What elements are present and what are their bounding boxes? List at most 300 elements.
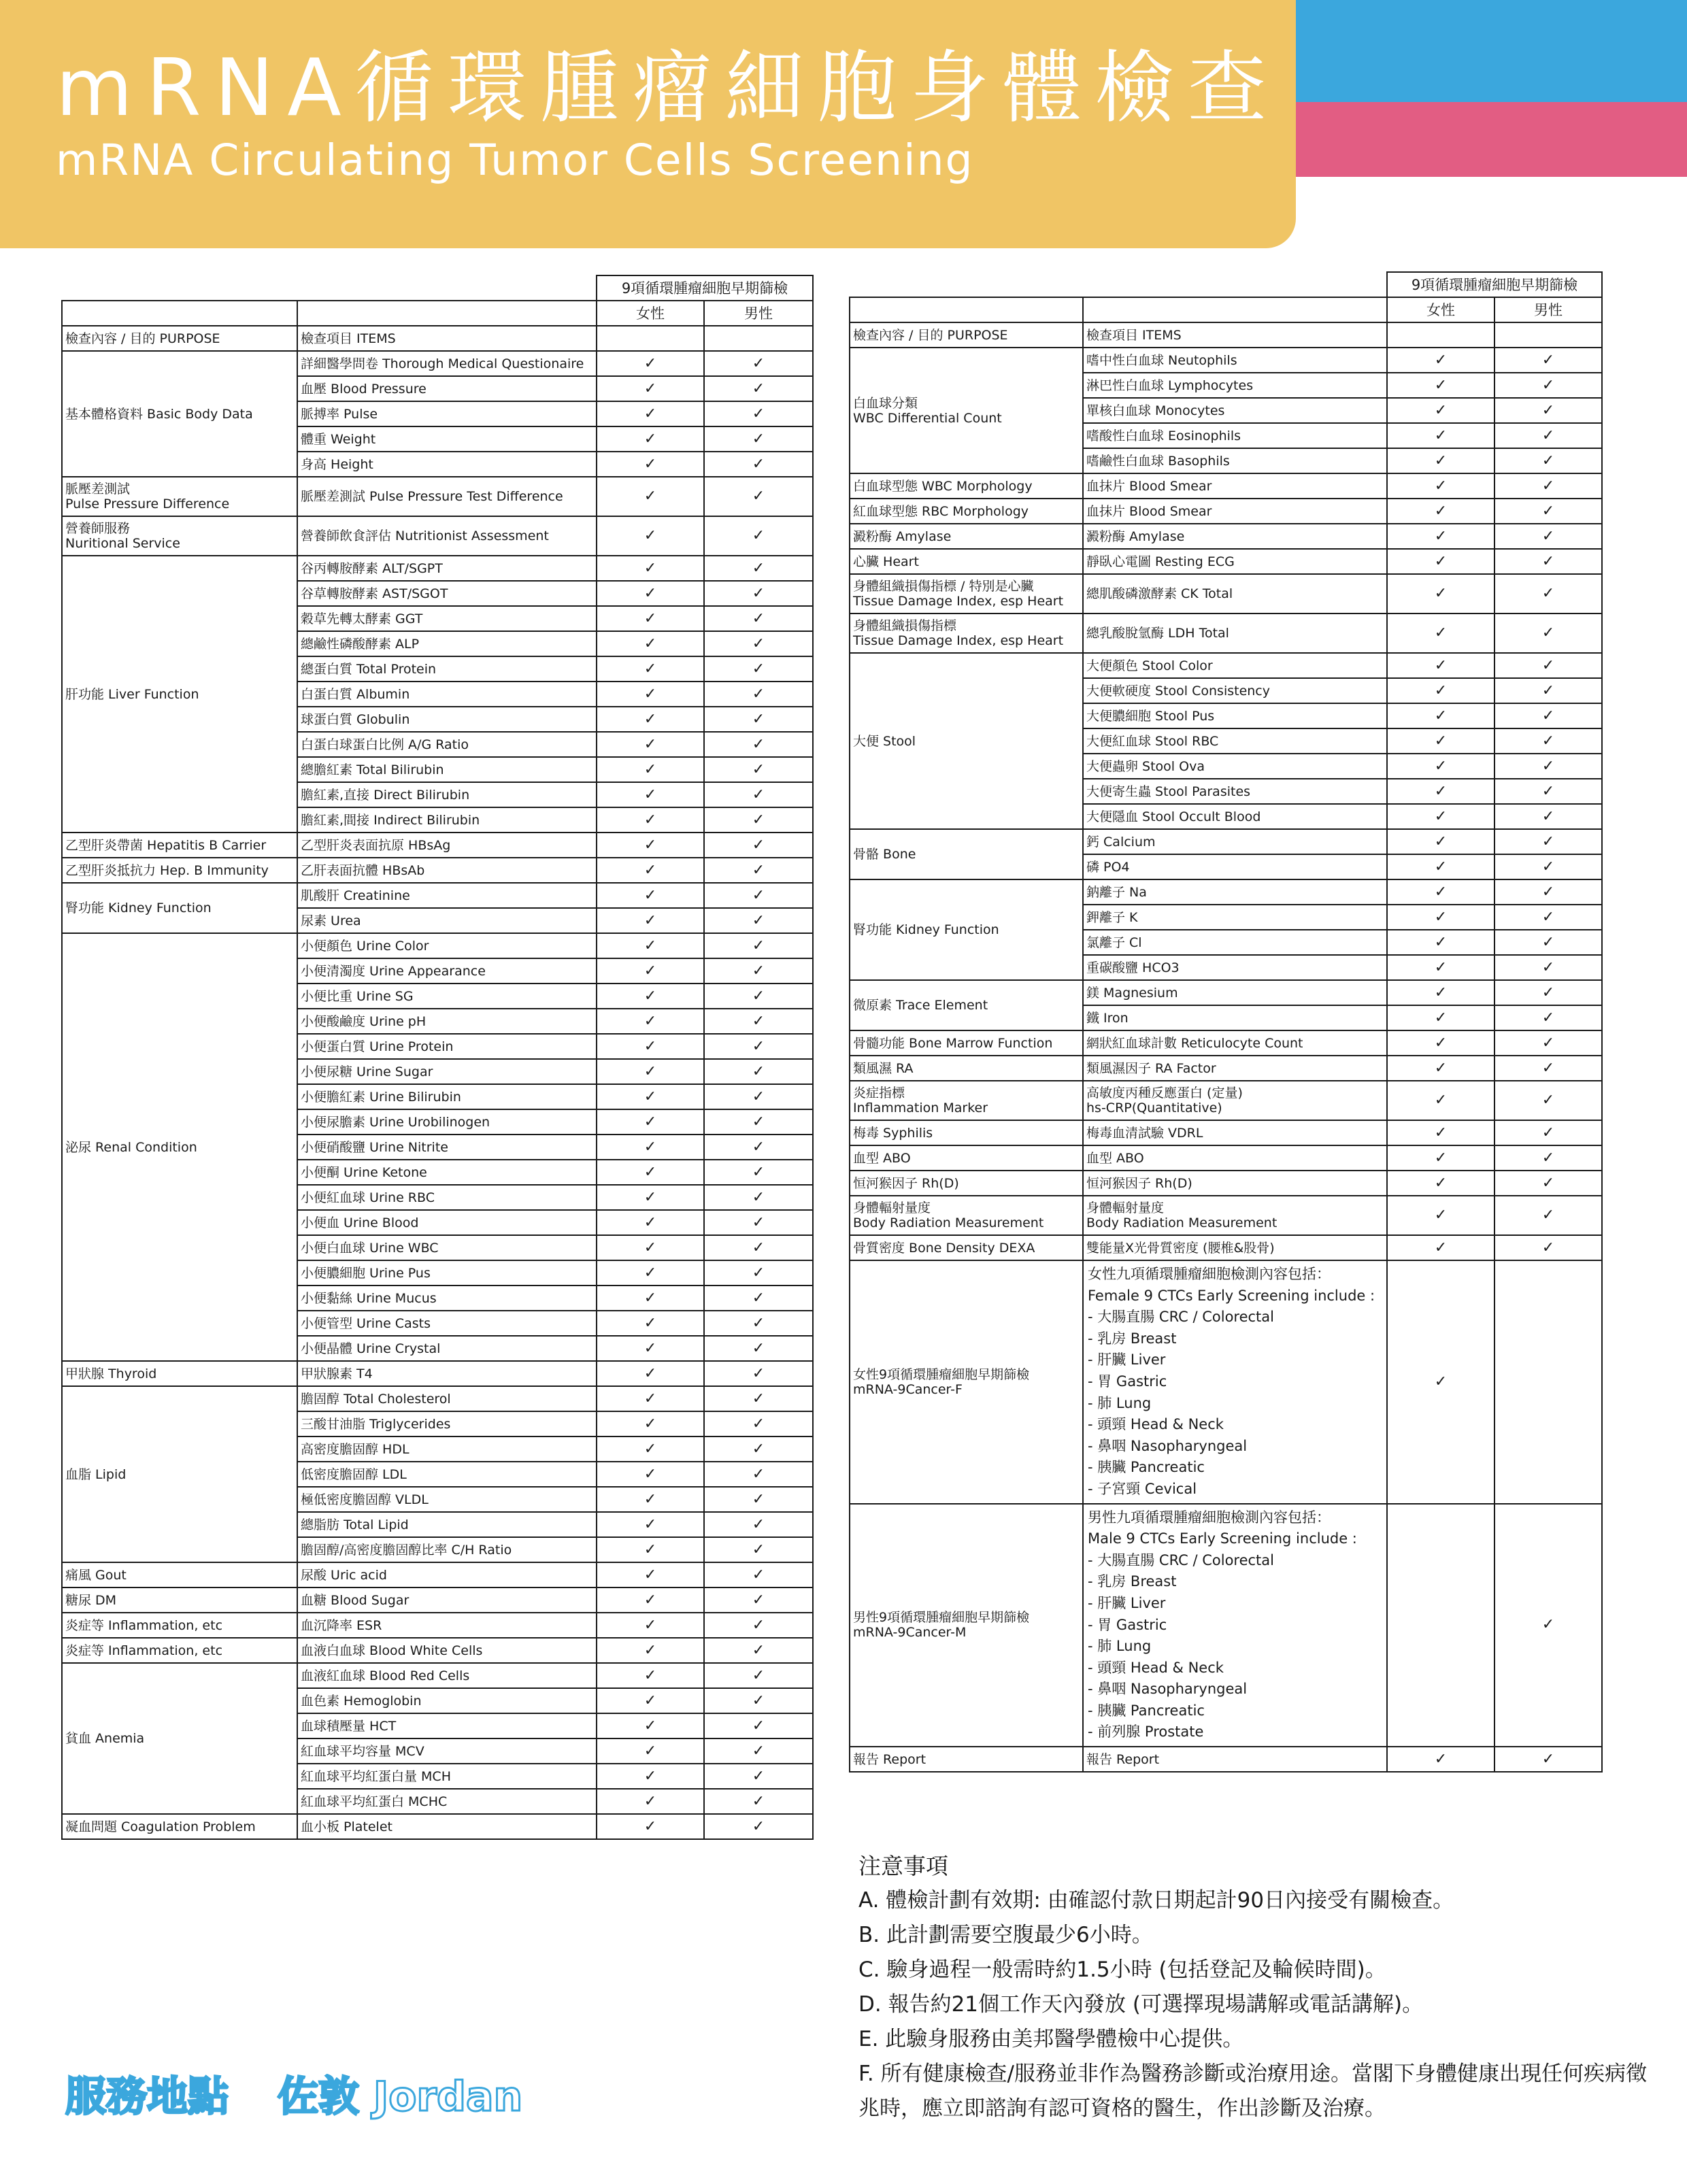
category-cell: 泌尿 Renal Condition: [62, 933, 297, 1361]
male-check-mark: ✓: [1494, 930, 1602, 955]
male-check-mark: ✓: [704, 1537, 813, 1562]
table-row: [62, 351, 813, 376]
female-check-mark: ✓: [597, 807, 704, 833]
item-cell: 小便管型 Urine Casts: [297, 1311, 597, 1336]
male-check-mark: ✓: [704, 1814, 813, 1839]
male-check-mark: ✓: [704, 1663, 813, 1688]
category-cell: 白血球分類 WBC Differential Count: [850, 348, 1083, 473]
item-cell: 乙肝表面抗體 HBsAb: [297, 858, 597, 883]
items-header: 檢查項目 ITEMS: [1083, 322, 1387, 348]
female-check-mark: ✓: [1387, 448, 1494, 473]
female-check-mark: ✓: [597, 631, 704, 656]
female-check-mark: ✓: [597, 1462, 704, 1487]
male-check-mark: ✓: [1494, 1120, 1602, 1145]
item-cell: 靜臥心電圖 Resting ECG: [1083, 549, 1387, 574]
female-check-mark: ✓: [597, 606, 704, 631]
table-row: [62, 1613, 813, 1638]
female-check-mark: ✓: [1387, 549, 1494, 574]
blank-cell: [704, 326, 813, 351]
category-cell: 貧血 Anemia: [62, 1663, 297, 1814]
package-title: 9項循環腫瘤細胞早期篩檢: [597, 275, 813, 301]
item-cell: 梅毒血清試驗 VDRL: [1083, 1120, 1387, 1145]
male-check-mark: ✓: [704, 883, 813, 908]
male-check-mark: ✓: [704, 1135, 813, 1160]
female-check-mark: ✓: [597, 452, 704, 477]
male-check-mark: ✓: [1494, 829, 1602, 854]
notes-title: 注意事項: [858, 1853, 948, 1879]
item-cell: 大便膿細胞 Stool Pus: [1083, 703, 1387, 728]
item-cell: 高密度膽固醇 HDL: [297, 1437, 597, 1462]
category-cell: 恒河猴因子 Rh(D): [850, 1171, 1083, 1196]
male-check-mark: ✓: [704, 757, 813, 782]
item-cell: 血糖 Blood Sugar: [297, 1587, 597, 1613]
notes-list: [858, 1883, 1661, 2126]
item-cell: 鈉離子 Na: [1083, 879, 1387, 905]
male-check-mark: ✓: [1494, 499, 1602, 524]
category-cell: 心臟 Heart: [850, 549, 1083, 574]
female-check-mark: ✓: [1387, 423, 1494, 448]
page-subtitle: mRNA Circulating Tumor Cells Screening: [56, 135, 974, 185]
purpose-header: 檢查內容 / 目的 PURPOSE: [850, 322, 1083, 348]
female-check-mark: ✓: [1387, 524, 1494, 549]
item-cell: 鎂 Magnesium: [1083, 980, 1387, 1005]
male-check-mark: ✓: [704, 1462, 813, 1487]
item-cell: 三酸甘油脂 Triglycerides: [297, 1411, 597, 1437]
female-check-mark: ✓: [1387, 1235, 1494, 1260]
male-check-mark: ✓: [1494, 348, 1602, 373]
note-item: D. 報告約21個工作天內發放 (可選擇現場講解或電話講解)。: [858, 1992, 1424, 2017]
item-cell: 大便寄生蟲 Stool Parasites: [1083, 779, 1387, 804]
male-check-mark: ✓: [1494, 398, 1602, 423]
item-cell: 小便紅血球 Urine RBC: [297, 1185, 597, 1210]
male-check-mark: ✓: [1494, 703, 1602, 728]
category-cell: 報告 Report: [850, 1747, 1083, 1772]
item-cell: 大便蟲卵 Stool Ova: [1083, 754, 1387, 779]
male-check-mark: ✓: [1494, 728, 1602, 754]
male-check-mark: ✓: [704, 1260, 813, 1286]
female-check-mark: ✓: [597, 516, 704, 556]
male-check-mark: ✓: [704, 1411, 813, 1437]
female-check-mark: ✓: [597, 1638, 704, 1663]
table-row: [850, 1196, 1602, 1235]
male-check-mark: ✓: [1494, 423, 1602, 448]
male-header: 男性: [1494, 297, 1602, 322]
male-check-mark: ✓: [1494, 1747, 1602, 1772]
female-check-mark: ✓: [597, 1235, 704, 1260]
item-cell: 重碳酸鹽 HCO3: [1083, 955, 1387, 980]
male-check-mark: ✓: [704, 1009, 813, 1034]
package-title: 9項循環腫瘤細胞早期篩檢: [1387, 272, 1602, 297]
male-check-mark: ✓: [1494, 549, 1602, 574]
table-row: [850, 1056, 1602, 1081]
item-cell: 尿酸 Uric acid: [297, 1562, 597, 1587]
table-row: [850, 574, 1602, 614]
male-check-mark: ✓: [704, 1512, 813, 1537]
female-check-mark: ✓: [597, 1512, 704, 1537]
table-row: [850, 1171, 1602, 1196]
note-item: A. 體檢計劃有效期: 由確認付款日期起計90日內接受有關檢查。: [858, 1888, 1454, 1913]
item-cell: 乙型肝炎表面抗原 HBsAg: [297, 833, 597, 858]
female-check-mark: ✓: [597, 732, 704, 757]
female-check-mark: ✓: [1387, 703, 1494, 728]
category-cell: 紅血球型態 RBC Morphology: [850, 499, 1083, 524]
item-cell: 脈搏率 Pulse: [297, 401, 597, 426]
male-check-mark: ✓: [1494, 1504, 1602, 1747]
blank-cell: [1494, 322, 1602, 348]
purpose-header: 檢查內容 / 目的 PURPOSE: [62, 326, 297, 351]
male-check-mark: ✓: [704, 1210, 813, 1235]
note-item: E. 此驗身服務由美邦醫學體檢中心提供。: [858, 2027, 1244, 2051]
item-cell: 身體輻射量度 Body Radiation Measurement: [1083, 1196, 1387, 1235]
item-cell: 穀草先轉太酵素 GGT: [297, 606, 597, 631]
female-check-mark: ✓: [1387, 614, 1494, 653]
female-check-mark: ✓: [597, 682, 704, 707]
male-check-mark: ✓: [704, 452, 813, 477]
female-check-mark: ✓: [1387, 1747, 1494, 1772]
female-check-mark: ✓: [1387, 779, 1494, 804]
female-check-mark: ✓: [597, 477, 704, 516]
category-cell: 澱粉酶 Amylase: [850, 524, 1083, 549]
male-check-mark: ✓: [1494, 1145, 1602, 1171]
item-cell: 單核白血球 Monocytes: [1083, 398, 1387, 423]
table-row: [850, 1120, 1602, 1145]
category-cell: 血型 ABO: [850, 1145, 1083, 1171]
female-check-mark: ✓: [1387, 905, 1494, 930]
blank-cell: [850, 272, 1083, 297]
table-row: [62, 1361, 813, 1386]
female-check-mark: ✓: [597, 933, 704, 958]
female-check-mark: ✓: [597, 1260, 704, 1286]
category-cell: 乙型肝炎帶菌 Hepatitis B Carrier: [62, 833, 297, 858]
male-check-mark: ✓: [704, 477, 813, 516]
category-cell: 白血球型態 WBC Morphology: [850, 473, 1083, 499]
category-cell: 脈壓差測試 Pulse Pressure Difference: [62, 477, 297, 516]
female-check-mark: ✓: [597, 1663, 704, 1688]
table-row: [850, 473, 1602, 499]
male-check-mark: ✓: [704, 376, 813, 401]
category-cell: 腎功能 Kidney Function: [850, 879, 1083, 980]
table-row: [850, 1030, 1602, 1056]
female-check-mark: ✓: [1387, 1171, 1494, 1196]
item-cell: 小便硝酸鹽 Urine Nitrite: [297, 1135, 597, 1160]
item-cell: 血小板 Platelet: [297, 1814, 597, 1839]
male-check-mark: ✓: [1494, 1081, 1602, 1120]
female-check-mark: ✓: [597, 376, 704, 401]
male-check-mark: ✓: [704, 1286, 813, 1311]
cancer-detail-cell: 女性九項循環腫瘤細胞檢測內容包括： Female 9 CTCs Early Screening include : - 大腸直腸 CRC / Colorectal - 乳房 Breast - 肝臟 Liver - 胃 Gastric - 肺 Lung - 頭頸 Head & Neck - 鼻咽 Nasopharyngeal - 胰臟 Pancreatic - 子宮頸 Cevical: [1083, 1260, 1387, 1504]
item-cell: 磷 PO4: [1083, 854, 1387, 879]
item-cell: 小便黏絲 Urine Mucus: [297, 1286, 597, 1311]
male-check-mark: ✓: [1494, 905, 1602, 930]
category-cell: 炎症等 Inflammation, etc: [62, 1638, 297, 1663]
category-cell: 炎症等 Inflammation, etc: [62, 1613, 297, 1638]
table-row: [850, 348, 1602, 373]
blank-cell: [1387, 322, 1494, 348]
item-cell: 血色素 Hemoglobin: [297, 1688, 597, 1713]
female-check-mark: ✓: [597, 1109, 704, 1135]
category-cell: 男性9項循環腫瘤細胞早期篩檢 mRNA-9Cancer-M: [850, 1504, 1083, 1747]
male-check-mark: ✓: [704, 707, 813, 732]
table-row: [62, 1386, 813, 1411]
page-title: mRNA循環腫瘤細胞身體檢查: [56, 42, 1280, 134]
female-check-mark: ✓: [597, 1059, 704, 1084]
category-cell: 女性9項循環腫瘤細胞早期篩檢 mRNA-9Cancer-F: [850, 1260, 1083, 1504]
female-check-mark: ✓: [597, 1688, 704, 1713]
female-check-mark: ✓: [1387, 1120, 1494, 1145]
female-check-mark: ✓: [597, 1210, 704, 1235]
male-check-mark: ✓: [704, 401, 813, 426]
item-cell: 高敏度丙種反應蛋白 (定量) hs-CRP(Quantitative): [1083, 1081, 1387, 1120]
female-check-mark: ✓: [597, 707, 704, 732]
table-row: [850, 524, 1602, 549]
table-row: [850, 1235, 1602, 1260]
item-cell: 血液紅血球 Blood Red Cells: [297, 1663, 597, 1688]
female-check-mark: ✓: [1387, 348, 1494, 373]
male-check-mark: ✓: [704, 1185, 813, 1210]
item-cell: 大便紅血球 Stool RBC: [1083, 728, 1387, 754]
female-check-mark: ✓: [1387, 1260, 1494, 1504]
male-check-mark: ✓: [1494, 1030, 1602, 1056]
category-cell: 骨骼 Bone: [850, 829, 1083, 879]
item-cell: 鈣 Calcium: [1083, 829, 1387, 854]
male-check-mark: ✓: [704, 516, 813, 556]
male-check-mark: ✓: [704, 1336, 813, 1361]
female-check-mark: ✓: [1387, 754, 1494, 779]
item-cell: 總肌酸磷激酵素 CK Total: [1083, 574, 1387, 614]
female-check-mark: ✓: [1387, 473, 1494, 499]
table-row: [850, 549, 1602, 574]
female-check-mark: ✓: [1387, 398, 1494, 423]
item-cell: 嗜中性白血球 Neutophils: [1083, 348, 1387, 373]
category-cell: 大便 Stool: [850, 653, 1083, 829]
male-check-mark: ✓: [1494, 879, 1602, 905]
female-check-mark: ✓: [597, 1160, 704, 1185]
item-cell: 血壓 Blood Pressure: [297, 376, 597, 401]
table-row: [850, 499, 1602, 524]
male-check-mark: ✓: [704, 1386, 813, 1411]
item-cell: 雙能量X光骨質密度 (腰椎&股骨): [1083, 1235, 1387, 1260]
male-check-mark: ✓: [1494, 1056, 1602, 1081]
female-check-mark: ✓: [597, 1034, 704, 1059]
blank-cell: [62, 301, 297, 326]
blank-cell: [1083, 297, 1387, 322]
female-check-mark: ✓: [597, 1361, 704, 1386]
item-cell: 膽固醇/高密度膽固醇比率 C/H Ratio: [297, 1537, 597, 1562]
female-check-mark: ✓: [597, 1311, 704, 1336]
male-check-mark: ✓: [704, 1764, 813, 1789]
category-cell: 腎功能 Kidney Function: [62, 883, 297, 933]
item-cell: 谷草轉胺酵素 AST/SGOT: [297, 581, 597, 606]
item-cell: 鉀離子 K: [1083, 905, 1387, 930]
male-check-mark: ✓: [704, 807, 813, 833]
item-cell: 嗜鹼性白血球 Basophils: [1083, 448, 1387, 473]
female-check-mark: ✓: [1387, 854, 1494, 879]
female-check-mark: ✓: [597, 1185, 704, 1210]
male-check-mark: ✓: [704, 958, 813, 984]
category-cell: 炎症指標 Inflammation Marker: [850, 1081, 1083, 1120]
blank-cell: [850, 297, 1083, 322]
item-cell: 恒河猴因子 Rh(D): [1083, 1171, 1387, 1196]
male-check-mark: ✓: [704, 1059, 813, 1084]
male-check-mark: ✓: [1494, 373, 1602, 398]
male-check-mark: ✓: [1494, 854, 1602, 879]
item-cell: 類風濕因子 RA Factor: [1083, 1056, 1387, 1081]
female-check-mark: ✓: [597, 1009, 704, 1034]
category-cell: 身體組織損傷指標 Tissue Damage Index, esp Heart: [850, 614, 1083, 653]
female-check-mark: ✓: [597, 1587, 704, 1613]
female-check-mark: ✓: [1387, 1081, 1494, 1120]
decor-stripe-blue: [1296, 0, 1687, 102]
blank-cell: [597, 326, 704, 351]
category-cell: 微原素 Trace Element: [850, 980, 1083, 1030]
table-row: [850, 1747, 1602, 1772]
decor-stripe-pink: [1296, 102, 1687, 177]
right-test-table: [849, 271, 1603, 1773]
male-check-mark: ✓: [1494, 804, 1602, 829]
male-check-mark: ✓: [704, 1713, 813, 1738]
table-row: [850, 829, 1602, 854]
category-cell: 骨髓功能 Bone Marrow Function: [850, 1030, 1083, 1056]
female-check-mark: ✓: [1387, 1196, 1494, 1235]
female-check-mark: ✓: [597, 1487, 704, 1512]
female-check-mark: ✓: [597, 556, 704, 581]
male-check-mark: ✓: [704, 581, 813, 606]
male-check-mark: ✓: [1494, 1171, 1602, 1196]
category-cell: 痛風 Gout: [62, 1562, 297, 1587]
female-check-mark: [1387, 1504, 1494, 1747]
category-cell: 甲狀腺 Thyroid: [62, 1361, 297, 1386]
female-check-mark: ✓: [597, 782, 704, 807]
male-check-mark: ✓: [704, 1738, 813, 1764]
female-check-mark: ✓: [597, 1084, 704, 1109]
male-check-mark: ✓: [1494, 614, 1602, 653]
male-check-mark: ✓: [704, 1638, 813, 1663]
item-cell: 小便酸鹼度 Urine pH: [297, 1009, 597, 1034]
item-cell: 體重 Weight: [297, 426, 597, 452]
female-check-mark: ✓: [597, 1713, 704, 1738]
item-cell: 報告 Report: [1083, 1747, 1387, 1772]
item-cell: 小便蛋白質 Urine Protein: [297, 1034, 597, 1059]
female-check-mark: ✓: [1387, 930, 1494, 955]
category-cell: 類風濕 RA: [850, 1056, 1083, 1081]
blank-cell: [297, 301, 597, 326]
male-check-mark: ✓: [704, 858, 813, 883]
blank-cell: [1083, 272, 1387, 297]
male-check-mark: ✓: [704, 782, 813, 807]
category-cell: 肝功能 Liver Function: [62, 556, 297, 833]
note-item: B. 此計劃需要空腹最少6小時。: [858, 1923, 1153, 1947]
item-cell: 詳細醫學問卷 Thorough Medical Questionaire: [297, 351, 597, 376]
male-check-mark: ✓: [1494, 779, 1602, 804]
female-check-mark: ✓: [597, 1537, 704, 1562]
blank-cell: [297, 275, 597, 301]
item-cell: 小便血 Urine Blood: [297, 1210, 597, 1235]
female-check-mark: ✓: [1387, 879, 1494, 905]
cancer-detail-cell: 男性九項循環腫瘤細胞檢測內容包括： Male 9 CTCs Early Screening include : - 大腸直腸 CRC / Colorectal - 乳房 Breast - 肝臟 Liver - 胃 Gastric - 肺 Lung - 頭頸 Head & Neck - 鼻咽 Nasopharyngeal - 胰臟 Pancreatic - 前列腺 Prostate: [1083, 1504, 1387, 1747]
female-check-mark: ✓: [597, 1764, 704, 1789]
item-cell: 白蛋白球蛋白比例 A/G Ratio: [297, 732, 597, 757]
male-check-mark: ✓: [1494, 1196, 1602, 1235]
category-cell: 凝血問題 Coagulation Problem: [62, 1814, 297, 1839]
table-row: [850, 614, 1602, 653]
female-check-mark: ✓: [1387, 829, 1494, 854]
item-cell: 小便比重 Urine SG: [297, 984, 597, 1009]
item-cell: 紅血球平均紅蛋白 MCHC: [297, 1789, 597, 1814]
male-check-mark: ✓: [704, 426, 813, 452]
item-cell: 淋巴性白血球 Lymphocytes: [1083, 373, 1387, 398]
female-check-mark: ✓: [1387, 678, 1494, 703]
male-check-mark: ✓: [1494, 524, 1602, 549]
female-check-mark: ✓: [597, 351, 704, 376]
blank-cell: [62, 275, 297, 301]
table-row: [62, 1587, 813, 1613]
item-cell: 膽紅素,間接 Indirect Bilirubin: [297, 807, 597, 833]
item-cell: 低密度膽固醇 LDL: [297, 1462, 597, 1487]
female-check-mark: ✓: [1387, 1030, 1494, 1056]
male-check-mark: ✓: [704, 682, 813, 707]
male-check-mark: ✓: [1494, 754, 1602, 779]
item-cell: 球蛋白質 Globulin: [297, 707, 597, 732]
item-cell: 紅血球平均紅蛋白量 MCH: [297, 1764, 597, 1789]
female-check-mark: ✓: [597, 1286, 704, 1311]
male-check-mark: ✓: [704, 1109, 813, 1135]
female-check-mark: ✓: [597, 1135, 704, 1160]
category-cell: 營養師服務 Nuritional Service: [62, 516, 297, 556]
item-cell: 小便尿膽素 Urine Urobilinogen: [297, 1109, 597, 1135]
category-cell: 糖尿 DM: [62, 1587, 297, 1613]
female-check-mark: ✓: [597, 656, 704, 682]
female-check-mark: ✓: [1387, 1145, 1494, 1171]
table-row: [62, 858, 813, 883]
male-check-mark: ✓: [1494, 1005, 1602, 1030]
notes-section: [858, 1849, 1661, 2126]
location-label: 服務地點: [65, 2073, 229, 2121]
male-check-mark: ✓: [704, 1160, 813, 1185]
female-check-mark: ✓: [1387, 499, 1494, 524]
item-cell: 鐵 Iron: [1083, 1005, 1387, 1030]
male-check-mark: ✓: [704, 1587, 813, 1613]
female-check-mark: ✓: [1387, 574, 1494, 614]
male-check-mark: [1494, 1260, 1602, 1504]
item-cell: 總鹼性磷酸酵素 ALP: [297, 631, 597, 656]
item-cell: 膽紅素,直接 Direct Bilirubin: [297, 782, 597, 807]
left-test-table: [61, 275, 814, 1840]
female-check-mark: ✓: [597, 1789, 704, 1814]
location-value: 佐敦 Jordan: [278, 2073, 523, 2121]
male-check-mark: ✓: [704, 1437, 813, 1462]
item-cell: 澱粉酶 Amylase: [1083, 524, 1387, 549]
item-cell: 氯離子 Cl: [1083, 930, 1387, 955]
female-check-mark: ✓: [1387, 653, 1494, 678]
table-row: [62, 1663, 813, 1688]
male-check-mark: ✓: [704, 1084, 813, 1109]
item-cell: 血球積壓量 HCT: [297, 1713, 597, 1738]
item-cell: 網狀紅血球計數 Reticulocyte Count: [1083, 1030, 1387, 1056]
male-check-mark: ✓: [1494, 678, 1602, 703]
table-row: [62, 516, 813, 556]
male-check-mark: ✓: [704, 1487, 813, 1512]
item-cell: 總乳酸脫氫酶 LDH Total: [1083, 614, 1387, 653]
item-cell: 大便顏色 Stool Color: [1083, 653, 1387, 678]
female-check-mark: ✓: [597, 1738, 704, 1764]
male-check-mark: ✓: [1494, 653, 1602, 678]
item-cell: 脈壓差測試 Pulse Pressure Test Difference: [297, 477, 597, 516]
female-check-mark: ✓: [597, 1613, 704, 1638]
item-cell: 總脂肪 Total Lipid: [297, 1512, 597, 1537]
male-check-mark: ✓: [704, 732, 813, 757]
male-check-mark: ✓: [1494, 448, 1602, 473]
female-check-mark: ✓: [597, 833, 704, 858]
